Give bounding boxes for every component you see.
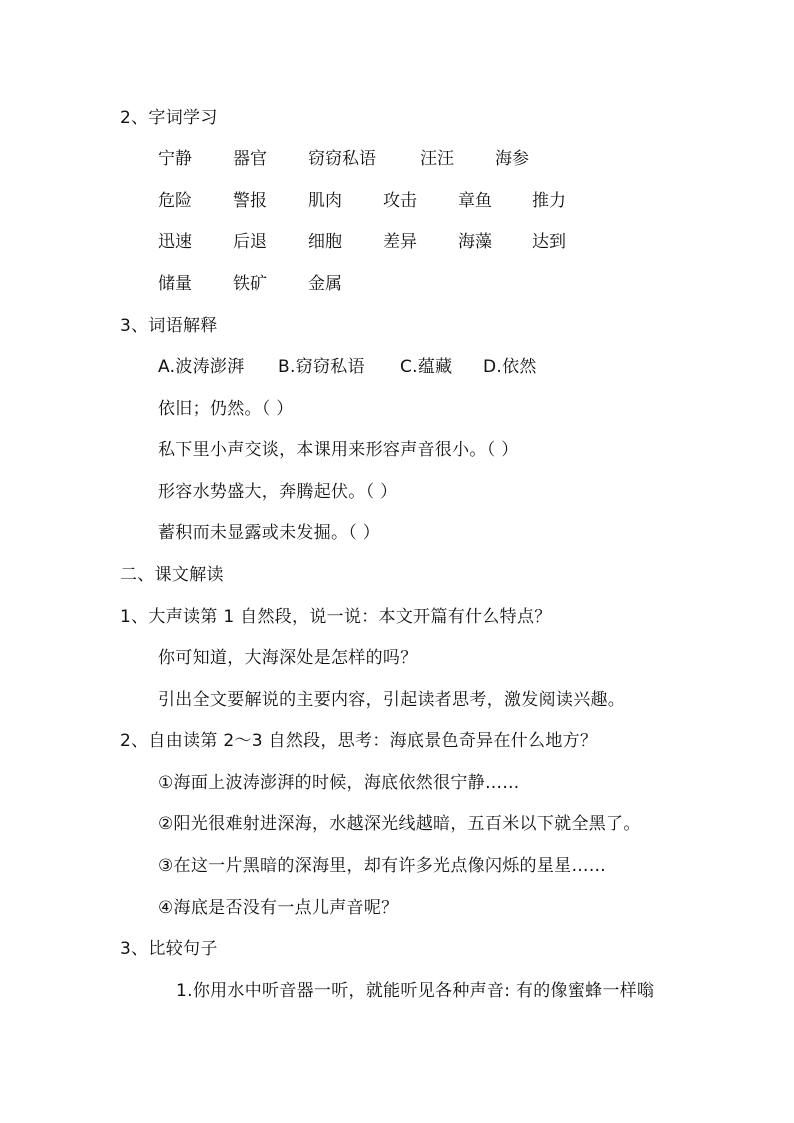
vocab-word: 迅速 <box>158 232 192 252</box>
vocab-word: 细胞 <box>308 232 342 252</box>
question-3-line: 1.你用水中听音器一听，就能听见各种声音: 有的像蜜蜂一样嗡 <box>176 981 655 1001</box>
vocab-word: 后退 <box>233 232 267 252</box>
definition-line: 形容水势盛大，奔腾起伏。（ ） <box>158 482 398 502</box>
question-2-line: ④海底是否没有一点儿声音呢？ <box>158 898 399 918</box>
vocab-word: 金属 <box>308 274 342 294</box>
question-2-title: 2、自由读第 2～3 自然段，思考：海底景色奇异在什么地方？ <box>120 731 598 751</box>
vocab-word: 危险 <box>158 191 192 211</box>
vocab-word: 章鱼 <box>458 191 492 211</box>
vocab-word: 窃窃私语 <box>308 149 376 169</box>
option-a: A.波涛澎湃 <box>158 357 245 377</box>
vocab-word: 推力 <box>532 191 566 211</box>
vocab-word: 宁静 <box>158 149 192 169</box>
vocab-word: 肌肉 <box>308 191 342 211</box>
vocab-word: 储量 <box>158 274 192 294</box>
question-2-line: ③在这一片黑暗的深海里，却有许多光点像闪烁的星星…… <box>158 856 607 876</box>
definition-line: 私下里小声交谈，本课用来形容声音很小。（ ） <box>158 440 519 460</box>
question-3-title: 3、比较句子 <box>120 939 218 959</box>
vocab-word: 器官 <box>233 149 267 169</box>
section-heading-word-explanation: 3、词语解释 <box>120 316 218 336</box>
question-1-title: 1、大声读第 1 自然段，说一说：本文开篇有什么特点？ <box>120 607 552 627</box>
vocab-word: 海参 <box>495 149 529 169</box>
question-1-line: 你可知道，大海深处是怎样的吗？ <box>158 648 418 668</box>
vocab-word: 汪汪 <box>420 149 454 169</box>
vocab-word: 差异 <box>383 232 417 252</box>
question-1-line: 引出全文要解说的主要内容，引起读者思考，激发阅读兴趣。 <box>158 690 626 710</box>
vocab-word: 警报 <box>233 191 267 211</box>
question-2-line: ②阳光很难射进深海，水越深光线越暗，五百米以下就全黑了。 <box>158 814 641 834</box>
option-d: D.依然 <box>483 357 537 377</box>
part-heading-text-interpretation: 二、课文解读 <box>120 565 224 585</box>
vocab-word: 攻击 <box>383 191 417 211</box>
section-heading-vocabulary: 2、字词学习 <box>120 108 218 128</box>
vocab-word: 达到 <box>532 232 566 252</box>
definition-line: 蓄积而未显露或未发掘。（ ） <box>158 523 381 543</box>
vocab-word: 海藻 <box>458 232 492 252</box>
option-c: C.蕴藏 <box>400 357 453 377</box>
definition-line: 依旧；仍然。（ ） <box>158 399 294 419</box>
option-b: B.窃窃私语 <box>278 357 365 377</box>
question-2-line: ①海面上波涛澎湃的时候，海底依然很宁静…… <box>158 773 520 793</box>
vocab-word: 铁矿 <box>233 274 267 294</box>
